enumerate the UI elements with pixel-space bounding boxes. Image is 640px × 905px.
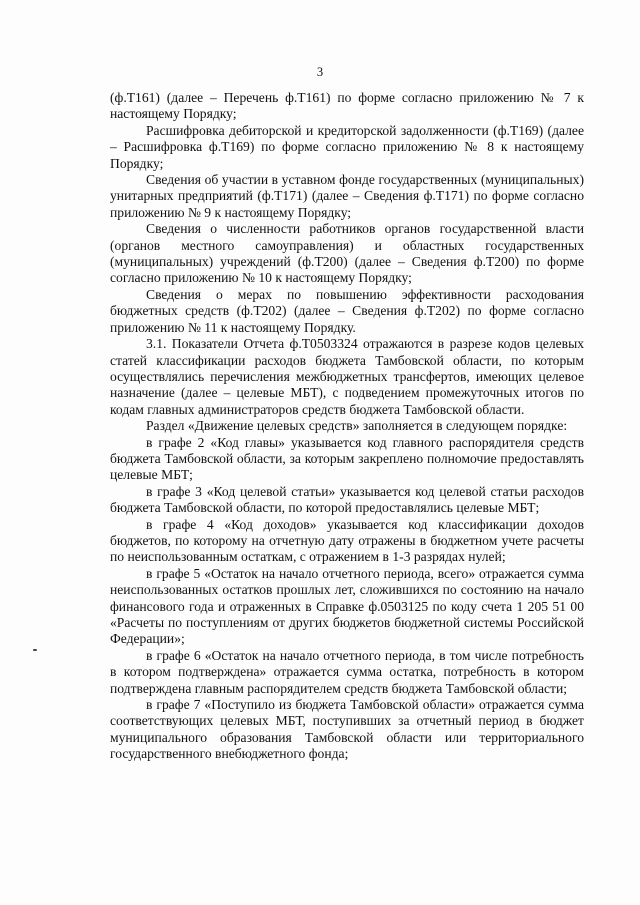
paragraph-item: Сведения о мерах по повышению эффективности расходования бюджетных средств (ф.Т202) (далее – Сведения ф.Т202) по форме согласно приложению № 11 к настоящему Порядку. xyxy=(110,286,584,335)
paragraph-column-5: в графе 5 «Остаток на начало отчетного периода, всего» отражается сумма неиспользованных остатков прошлых лет, сложившихся по состоянию на начало финансового года и отраженных в Справке ф.0503125 по коду счета 1 205 51 00 «Расчеты по поступлениям от других бюджетов бюджетной системы Российской Федерации»; xyxy=(110,565,584,647)
paragraph-column-7: в графе 7 «Поступило из бюджета Тамбовской области» отражается сумма соответствующих целевых МБТ, поступивших за отчетный период в бюджет муниципального образования Тамбовской области или территориального государственного внебюджетного фонда; xyxy=(110,697,584,762)
paragraph-column-4: в графе 4 «Код доходов» указывается код классификации доходов бюджетов, по которому на отчетную дату отражены в бюджетном учете расчеты по неиспользованным остаткам, с отражением в 1-3 разрядах нулей; xyxy=(110,516,584,565)
paragraph-item: Расшифровка дебиторской и кредиторской задолженности (ф.Т169) (далее – Расшифровка ф.Т169) по форме согласно приложению № 8 к настоящему Порядку; xyxy=(110,122,584,171)
paragraph-column-3: в графе 3 «Код целевой статьи» указывается код целевой статьи расходов бюджета Тамбовской области, по которой предоставлялись целевые МБТ; xyxy=(110,483,584,516)
paragraph-continuation: (ф.Т161) (далее – Перечень ф.Т161) по форме согласно приложению № 7 к настоящему Порядку; xyxy=(110,90,584,122)
document-body xyxy=(110,90,584,763)
paragraph-section-3-1: 3.1. Показатели Отчета ф.Т0503324 отражаются в разрезе кодов целевых статей классификации расходов бюджета Тамбовской области, по которым осуществлялись перечисления межбюджетных трансфертов, имеющих целевое назначение (далее – целевые МБТ), с подведением промежуточных итогов по кодам главных администраторов средств бюджета Тамбовской области. xyxy=(110,336,584,417)
page-number: 3 xyxy=(316,65,324,79)
paragraph-item: Сведения об участии в уставном фонде государственных (муниципальных) унитарных предприятий (ф.Т171) (далее – Сведения ф.Т171) по форме согласно приложению № 9 к настоящему Порядку; xyxy=(110,172,584,220)
paragraph-section-header: Раздел «Движение целевых средств» заполняется в следующем порядке: xyxy=(146,418,568,434)
paragraph-column-6: в графе 6 «Остаток на начало отчетного периода, в том числе потребность в котором подтверждена» отражается сумма остатка, потребность в котором подтверждена главным распорядителем средств бюджета Тамбовской области; xyxy=(110,647,584,696)
paragraph-column-2: в графе 2 «Код главы» указывается код главного распорядителя средств бюджета Тамбовской области, за которым закреплено полномочие предоставлять целевые МБТ; xyxy=(110,434,584,483)
margin-mark xyxy=(33,649,37,651)
paragraph-item: Сведения о численности работников органов государственной власти (органов местного самоуправления) и областных государственных (муниципальных) учреждений (ф.Т200) (далее – Сведения ф.Т200) по форме согласно приложению № 10 к настоящему Порядку; xyxy=(110,221,584,286)
